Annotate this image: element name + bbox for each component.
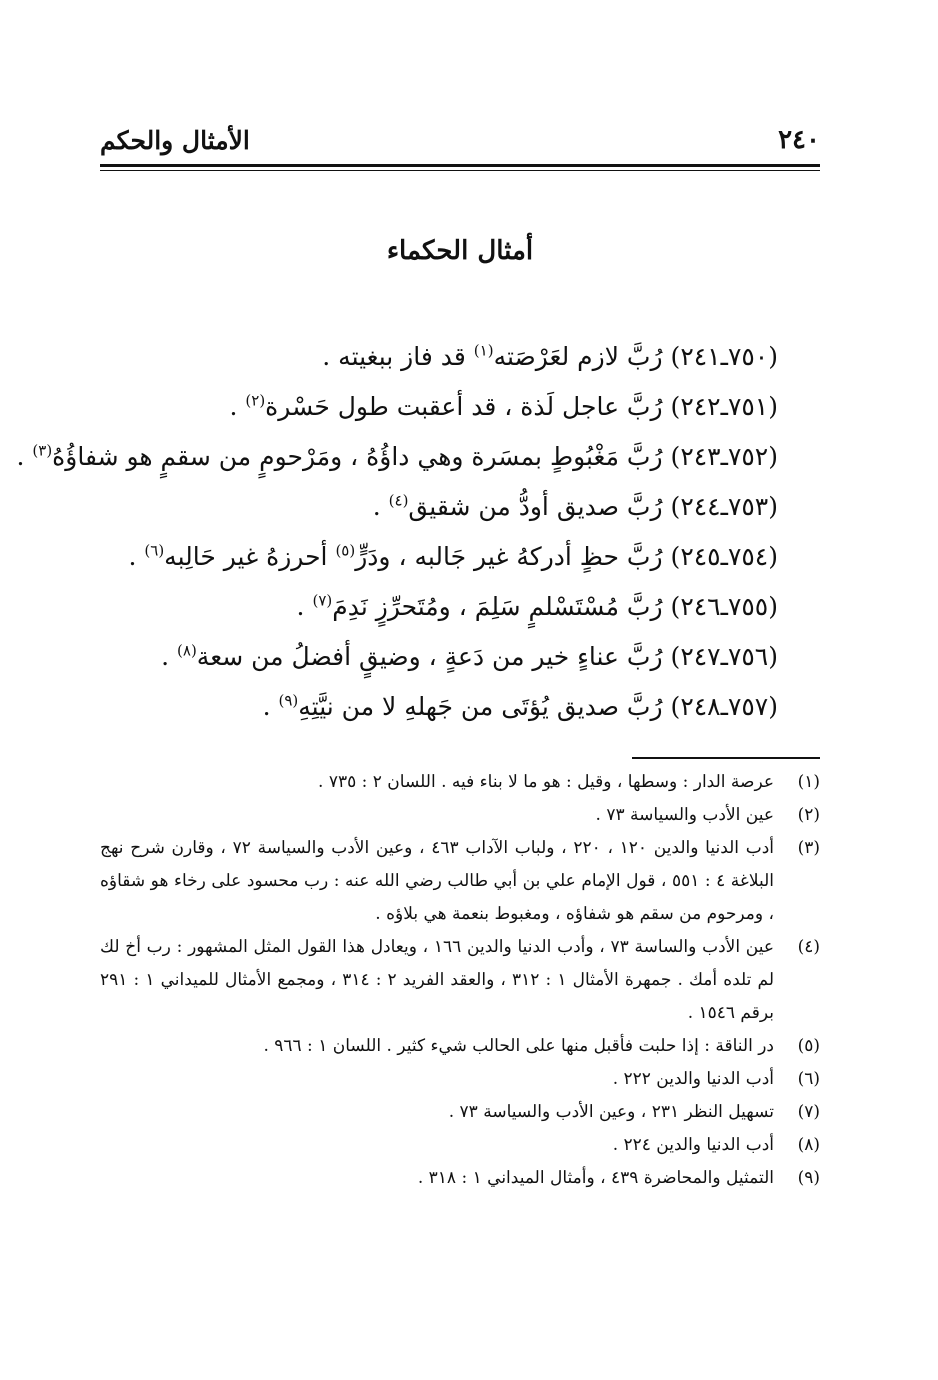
footnote-marker: (٩) bbox=[278, 691, 299, 710]
proverb-item bbox=[16, 432, 778, 482]
footnote-number: (٧) bbox=[797, 1102, 820, 1122]
footnote-text: تسهيل النظر ٢٣١ ، وعين الأدب والسياسة ٧٣ . bbox=[448, 1102, 774, 1122]
header-rule bbox=[100, 164, 820, 171]
proverb-text: رُبَّ لازم لعَرْصَته$^{(١)}$ قد فاز ببغيته . bbox=[322, 341, 663, 371]
proverb-text: رُبَّ عناءٍ خير من دَعةٍ ، وضيقٍ أفضلُ من سعة$^{(٨)}$ . bbox=[161, 641, 663, 671]
footnote bbox=[100, 1162, 820, 1195]
proverb-item bbox=[100, 482, 778, 532]
proverb-item bbox=[100, 682, 778, 732]
proverb-text: رُبَّ مُسْتَسْلمٍ سَلِمَ ، ومُتَحرِّزٍ نَدِمَ$^{(٧)}$ . bbox=[296, 591, 663, 621]
footnote-text: عرصة الدار : وسطها ، وقيل : هو ما لا بناء فيه . اللسان ٢ : ٧٣٥ . bbox=[318, 772, 774, 792]
footnote bbox=[100, 1063, 820, 1096]
footnote bbox=[100, 1129, 820, 1162]
proverb-list bbox=[16, 332, 778, 732]
footnote bbox=[100, 931, 820, 1030]
proverb-item bbox=[100, 582, 778, 632]
footnote bbox=[100, 799, 820, 832]
footnote bbox=[100, 766, 820, 799]
proverb-text: رُبَّ صديق أودُّ من شقيق$^{(٤)}$ . bbox=[372, 491, 663, 521]
book-title: الأمثال والحكم bbox=[100, 125, 250, 155]
footnote bbox=[100, 1096, 820, 1129]
page-number: ٢٤٠ bbox=[778, 125, 820, 155]
footnote-number: (٩) bbox=[797, 1168, 820, 1188]
proverb-item bbox=[100, 382, 778, 432]
footnote-text: عين الأدب والسياسة ٧٣ . bbox=[595, 805, 774, 825]
proverb-number: (٧٥٧ـ٢٤٨) bbox=[670, 692, 778, 721]
proverb-item bbox=[100, 532, 778, 582]
proverb-text: رُبَّ عاجل لَذة ، قد أعقبت طول حَسْرة$^{(٢)}$ . bbox=[229, 391, 663, 421]
footnote-number: (١) bbox=[797, 772, 820, 792]
proverb-number: (٧٥٤ـ٢٤٥) bbox=[670, 542, 778, 571]
footnote-marker: (٢) bbox=[245, 391, 266, 410]
proverb-number: (٧٥٥ـ٢٤٦) bbox=[670, 592, 778, 621]
footnote-text: در الناقة : إذا حلبت فأقبل منها على الحالب شيء كثير . اللسان ١ : ٩٦٦ . bbox=[263, 1036, 774, 1056]
proverb-number: (٧٥٦ـ٢٤٧) bbox=[670, 642, 778, 671]
footnote-list bbox=[100, 766, 820, 1195]
footnote-marker: (٦) bbox=[144, 541, 165, 560]
footnote bbox=[100, 832, 820, 931]
proverb-item bbox=[100, 332, 778, 382]
footnote-number: (٦) bbox=[797, 1069, 820, 1089]
proverb-text: رُبَّ حظٍ أدركهُ غير جَالبه ، ودَرٍّ$^{(٥)}$ أحرزهُ غير حَالِبه$^{(٦)}$ . bbox=[128, 541, 663, 571]
footnote-number: (٤) bbox=[797, 937, 820, 957]
footnote-text: أدب الدنيا والدين ١٢٠ ، ٢٢٠ ، ولباب الآداب ٤٦٣ ، وعين الأدب والسياسة ٧٢ ، وقارن شرح نهج البلاغة ٤ : ٥٥١ ، قول الإمام علي بن أبي طالب رضي الله عنه : رب محسود على رخاء هو شقاؤه ، ومرحوم من سقم هو شفاؤه ، ومغبوط بنعمة هي بلاؤه . bbox=[100, 838, 775, 924]
proverb-number: (٧٥٠ـ٢٤١) bbox=[670, 342, 778, 371]
footnote-marker: (١) bbox=[473, 341, 494, 360]
footnote-number: (٥) bbox=[797, 1036, 820, 1056]
footnote-marker: (٤) bbox=[388, 491, 409, 510]
footnote-marker: (٣) bbox=[32, 441, 53, 460]
footnote-text: عين الأدب والساسة ٧٣ ، وأدب الدنيا والدين ١٦٦ ، ويعادل هذا القول المثل المشهور : رب أخ لك لم تلده أمك . جمهرة الأمثال ١ : ٣١٢ ، والعقد الفريد ٢ : ٣١٤ ، ومجمع الأمثال للميداني ١ : ٢٩١ برقم ١٥٤٦ . bbox=[100, 937, 775, 1023]
proverb-text: رُبَّ مَغْبُوطٍ بمسَرة وهي داؤُهُ ، ومَرْحومٍ من سقمٍ هو شفاؤُهُ$^{(٣)}$ . bbox=[16, 441, 663, 471]
proverb-text: رُبَّ صديق يُؤتَى من جَهلهِ لا من نيَّتِهِ$^{(٩)}$ . bbox=[262, 691, 663, 721]
footnote-text: أدب الدنيا والدين ٢٢٤ . bbox=[612, 1135, 774, 1155]
footnote-separator bbox=[632, 757, 820, 759]
proverb-number: (٧٥٢ـ٢٤٣) bbox=[670, 442, 778, 471]
footnote-marker: (٧) bbox=[312, 591, 333, 610]
footnote-text: التمثيل والمحاضرة ٤٣٩ ، وأمثال الميداني ١ : ٣١٨ . bbox=[417, 1168, 774, 1188]
footnote-number: (٢) bbox=[797, 805, 820, 825]
running-header bbox=[100, 118, 820, 162]
proverb-number: (٧٥١ـ٢٤٢) bbox=[670, 392, 778, 421]
footnote-number: (٣) bbox=[797, 838, 820, 858]
proverb-item bbox=[100, 632, 778, 682]
section-title: أمثال الحكماء bbox=[386, 236, 534, 266]
footnote bbox=[100, 1030, 820, 1063]
footnote-marker: (٨) bbox=[177, 641, 197, 660]
footnote-text: أدب الدنيا والدين ٢٢٢ . bbox=[612, 1069, 774, 1089]
footnote-marker: (٥) bbox=[335, 541, 356, 560]
footnote-number: (٨) bbox=[797, 1135, 820, 1155]
proverb-number: (٧٥٣ـ٢٤٤) bbox=[670, 492, 778, 521]
